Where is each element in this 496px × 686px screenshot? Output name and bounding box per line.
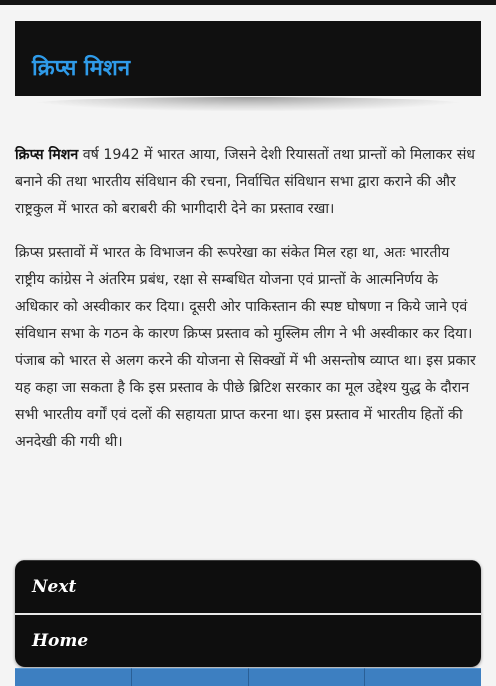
top-bar [0,0,496,5]
header-shadow [30,97,466,111]
next-button[interactable]: Next [15,560,481,613]
nav-menu [15,560,481,667]
article-content [15,142,481,473]
home-button[interactable]: Home [15,613,481,667]
page-title: क्रिप्स मिशन [32,56,131,81]
footer-bar [15,668,481,686]
paragraph-1-text: वर्ष 1942 में भारत आया, जिसने देशी रियासतों तथा प्रान्तों को मिलाकर संध बनाने की तथा भारतीय संविधान की रचना, निर्वाचित संविधान सभा द्वारा कराने की और राष्ट्रकुल में भारत को बराबरी की भागीदारी देने का प्रस्ताव रखा। [15,147,476,217]
footer-cell[interactable] [365,668,481,686]
footer-cell[interactable] [15,668,132,686]
paragraph-2: क्रिप्स प्रस्तावों में भारत के विभाजन की रूपरेखा का संकेत मिल रहा था, अतः भारतीय राष्ट्रीय कांग्रेस ने अंतरिम प्रबंध, रक्षा से सम्बधित योजना एवं प्रान्तों के आत्मनिर्णय के अधिकार को अस्वीकार कर दिया। दूसरी ओर पाकिस्तान की स्पष्ट घोषणा न किये जाने एवं संविधान सभा के गठन के कारण क्रिप्स प्रस्ताव को मुस्लिम लीग ने भी अस्वीकार कर दिया। पंजाब को भारत से अलग करने की योजना से सिक्खों में भी असन्तोष व्याप्त था। इस प्रकार यह कहा जा सकता है कि इस प्रस्ताव के पीछे ब्रिटिश सरकार का मूल उद्देश्य युद्ध के दौरान सभी भारतीय वर्गों एवं दलों की सहायता प्राप्त करना था। इस प्रस्ताव में भारतीय हितों की अनदेखी की गयी थी। [15,245,476,450]
paragraph-1-bold: क्रिप्स मिशन [15,147,79,163]
page-header [15,21,481,96]
footer-cell[interactable] [249,668,366,686]
paragraph-1 [15,142,481,223]
footer-cell[interactable] [132,668,249,686]
